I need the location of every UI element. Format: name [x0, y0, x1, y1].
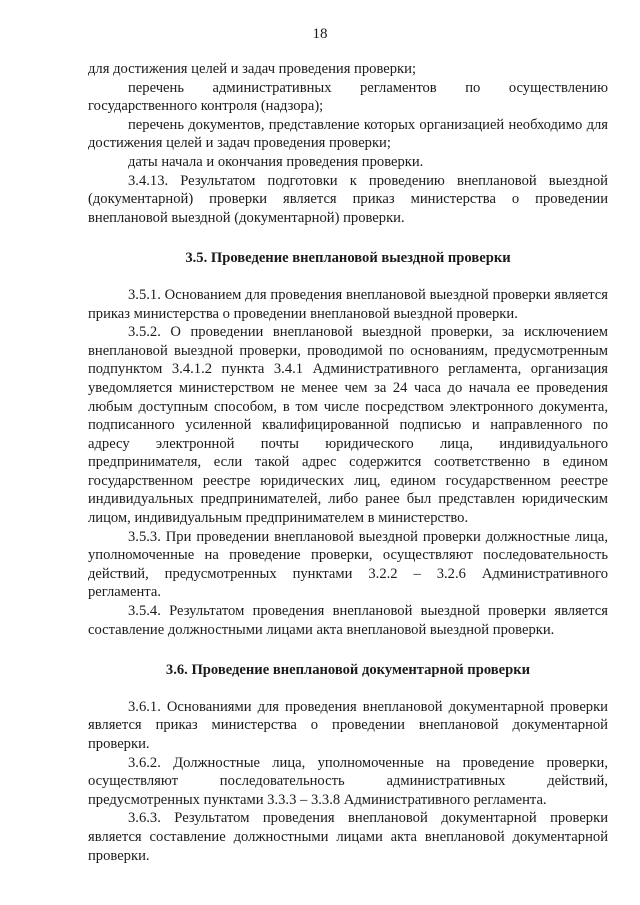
paragraph-3-6-1: 3.6.1. Основаниями для проведения внеплановой документарной проверки является приказ министерства о проведении внеплановой документарной проверки.: [88, 698, 608, 752]
spacer: [88, 227, 608, 249]
paragraph-3-4-13: 3.4.13. Результатом подготовки к проведению внеплановой выездной (документарной) проверки является приказ министерства о проведении внеплановой выездной (документарной) проверки.: [88, 172, 608, 226]
paragraph-3-5-2: 3.5.2. О проведении внеплановой выездной проверки, за исключением внеплановой выездной проверки, проводимой по основаниям, предусмотренным подпунктом 3.4.1.2 пункта 3.4.1 Административного регламента, организация уведомляется министерством не менее чем за 24 часа до начала ее проведения любым доступным способом, в том числе посредством электронного документа, подписанного усиленной квалифицированной подписью и направленного по адресу электронной почты юридического лица, индивидуального предпринимателя, если такой адрес содержится соответственно в едином государственном реестре юридических лиц, едином государственном реестре индивидуальных предпринимателей, либо ранее был представлен юридическим лицом, индивидуальным предпринимателем в министерство.: [88, 324, 608, 527]
spacer: [88, 268, 608, 286]
document-body: [88, 60, 608, 865]
paragraph-continuation: для достижения целей и задач проведения проверки;: [88, 61, 416, 77]
section-heading-3-5: 3.5. Проведение внеплановой выездной проверки: [185, 250, 511, 267]
page-number: 18: [312, 26, 328, 42]
paragraph-regulations-list: перечень административных регламентов по осуществлению государственного контроля (надзора);: [88, 79, 608, 115]
paragraph-3-6-3: 3.6.3. Результатом проведения внеплановой документарной проверки является составление должностными лицами акта внеплановой документарной проверки.: [88, 810, 608, 864]
paragraph-3-5-4: 3.5.4. Результатом проведения внеплановой выездной проверки является составление должностными лицами акта внеплановой выездной проверки.: [88, 603, 608, 638]
paragraph-documents-list: перечень документов, представление которых организацией необходимо для достижения целей и задач проведения проверки;: [88, 116, 608, 152]
paragraph-3-6-2: 3.6.2. Должностные лица, уполномоченные на проведение проверки, осуществляют последовательность административных действий, предусмотренных пунктами 3.3.3 – 3.3.8 Административного регламента.: [88, 754, 608, 808]
paragraph-3-5-1: 3.5.1. Основанием для проведения внеплановой выездной проверки является приказ министерства о проведении внеплановой выездной проверки.: [88, 286, 608, 322]
section-heading-3-6: 3.6. Проведение внеплановой документарной проверки: [165, 662, 531, 679]
spacer: [88, 680, 608, 698]
spacer: [88, 639, 608, 661]
paragraph-3-5-3: 3.5.3. При проведении внеплановой выездной проверки должностные лица, уполномоченные на проведение проверки, осуществляют последовательность действий, предусмотренных пунктами 3.2.2 – 3.2.6 Административного регламента.: [88, 528, 608, 601]
paragraph-dates: даты начала и окончания проведения проверки.: [128, 153, 424, 170]
